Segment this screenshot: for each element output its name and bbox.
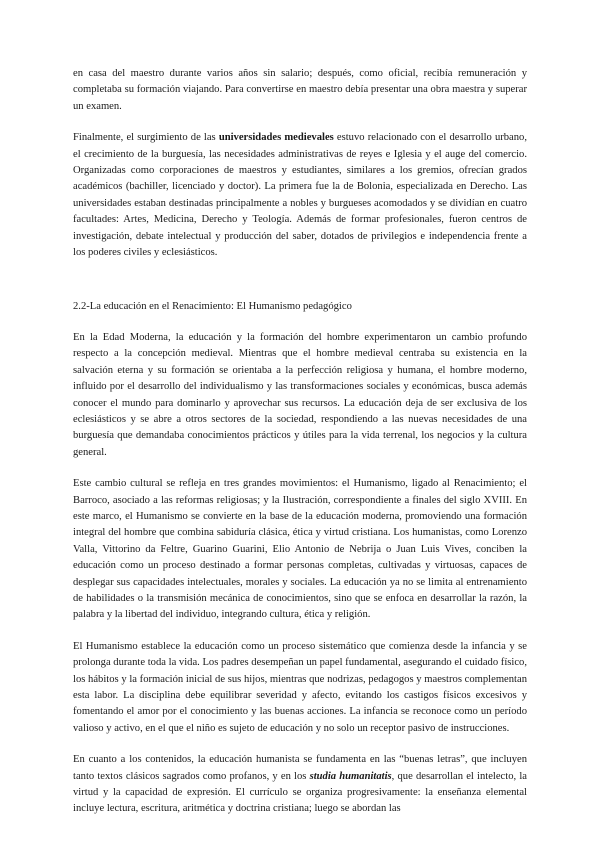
paragraph-humanism-process: El Humanismo establece la educación como un proceso sistemático que comienza desde la infancia y se prolonga durante toda la vida. Los padres desempeñan un papel fundamental, asegurando el cuidado físico, los hábitos y la formación inicial de sus hijos, mientras que nodrizas, pedagogos y maestros complementan esta labor. La disciplina debe equilibrar severidad y afecto, evitando los castigos físicos excesivos y fomentando el amor por el conocimiento y las buenas acciones. La infancia se reconoce como un período valioso y activo, en el que el niño es sujeto de educación y no solo un receptor pasivo de instrucciones.	[73, 640, 527, 734]
paragraph-text: , que desarrollan el intelecto, la virtud y la capacidad de expresión. El currículo se organiza progresivamente: la enseñanza elemental incluye lectura, escritura, aritmética y doctrina cristiana; luego se abordan las	[73, 770, 527, 815]
paragraph-medieval-universities	[73, 130, 527, 261]
paragraph-contents	[73, 752, 527, 818]
paragraph-guild-apprenticeship: en casa del maestro durante varios años sin salario; después, como oficial, recibía remuneración y completaba su formación viajando. Para convertirse en maestro debía presentar una obra maestra y superar un examen.	[73, 68, 527, 112]
paragraph-modern-age: En la Edad Moderna, la educación y la formación del hombre experimentaron un cambio profundo respecto a la concepción medieval. Mientras que el hombre medieval centraba su existencia en la salvación eterna y su formación se orientaba a la perfección religiosa y humana, el hombre moderno, influido por el desarrollo del individualismo y las transformaciones sociales y económicas, busca además conocer el mundo para dominarlo y aprovechar sus recursos. La educación deja de ser exclusiva de los eclesiásticos y se abre a otros sectores de la sociedad, respondiendo a las nuevas necesidades de una burguesía que demandaba conocimientos prácticos y útiles para la vida terrenal, los negocios y la cultura general.	[73, 331, 527, 458]
paragraph-text: En cuanto a los contenidos, la educación humanista se fundamenta en las “buenas letras”, que incluyen tanto textos clásicos sagrados como profanos, y en los	[73, 754, 527, 782]
paragraph-cultural-movements: Este cambio cultural se refleja en tres grandes movimientos: el Humanismo, ligado al Renacimiento; el Barroco, asociado a las reformas religiosas; y la Ilustración, correspondiente a finales del siglo XVIII. En este marco, el Humanismo se convierte en la base de la educación moderna, promoviendo una formación integral del hombre que combina sabiduría clásica, ética y virtud cristiana. Los humanistas, como Lorenzo Valla, Vittorino da Feltre, Guarino Guarini, Elio Antonio de Nebrija o Juan Luis Vives, conciben la educación como un proceso destinado a formar personas completas, cultivadas y virtuosas, capaces de desplegar sus capacidades intelectuales, morales y sociales. La educación ya no se limita al entrenamiento de habilidades o la transmisión mecánica de conocimientos, sino que se enfoca en desarrollar la razón, la palabra y la libertad del individuo, integrando cultura, ética y religión.	[73, 478, 527, 621]
document-page	[73, 66, 527, 833]
section-heading: 2.2-La educación en el Renacimiento: El Humanismo pedagógico	[73, 301, 352, 313]
paragraph-text: estuvo relacionado con el desarrollo urbano, el crecimiento de la burguesía, las necesidades administrativas de reyes e Iglesia y el auge del comercio. Organizadas como corporaciones de maestros y estudiantes, similares a los gremios, ofrecían grados académicos (bachiller, licenciado y doctor). La primera fue la de Bolonia, especializada en Derecho. Las universidades estaban destinadas principalmente a nobles y burgueses acomodados y se dividían en cuatro facultades: Artes, Medicina, Derecho y Teología. Además de formar profesionales, fueron centros de investigación, debate intelectual y producción del saber, dotados de privilegios e independencia frente a los poderes civiles y eclesiásticos.	[73, 132, 528, 259]
paragraph-text: Finalmente, el surgimiento de las	[73, 132, 219, 144]
bold-term-studia-humanitatis: studia humanitatis	[309, 770, 392, 782]
bold-term-universities: universidades medievales	[218, 132, 334, 144]
